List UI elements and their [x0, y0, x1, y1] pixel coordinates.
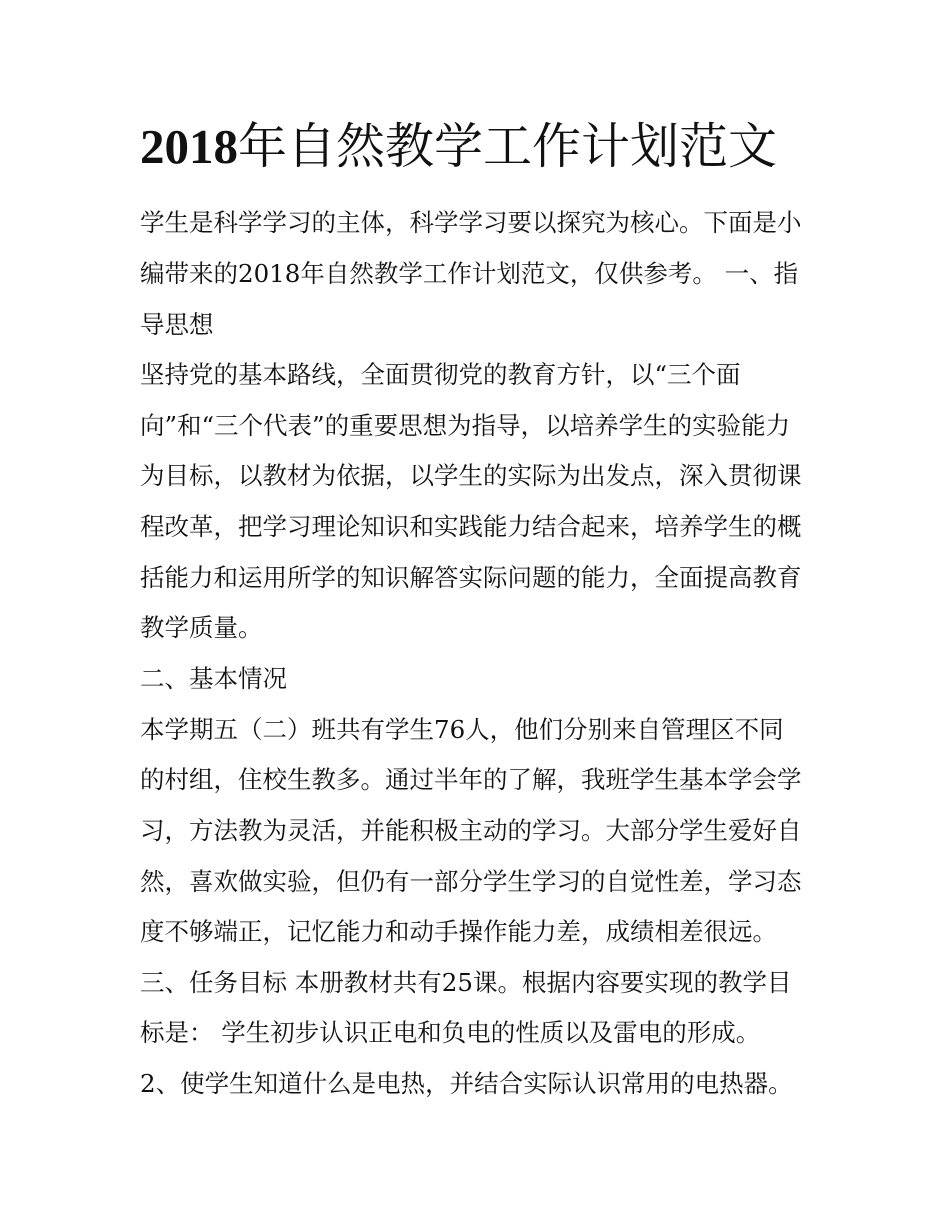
- body-line-12: 的村组，住校生教多。通过半年的了解，我班学生基本学会学: [140, 765, 802, 794]
- body-line-16: 三、任务目标 本册教材共有25课。根据内容要实现的教学目: [140, 968, 792, 997]
- body-line-8: 括能力和运用所学的知识解答实际问题的能力，全面提高教育: [140, 563, 802, 592]
- body-line-4: 坚持党的基本路线，全面贯彻党的教育方针，以“三个面: [140, 360, 741, 389]
- body-line-9: 教学质量。: [140, 613, 263, 642]
- body-line-14: 然，喜欢做实验，但仍有一部分学生学习的自觉性差，学习态: [140, 867, 802, 896]
- body-line-17: 标是： 学生初步认识正电和负电的性质以及雷电的形成。: [140, 1018, 761, 1047]
- title-text: 年自然教学工作计划范文: [238, 118, 778, 175]
- body-line-5: 向”和“三个代表”的重要思想为指导，以培养学生的实验能力: [140, 411, 791, 440]
- section-heading-2: 二、基本情况: [140, 664, 287, 693]
- body-line-6: 为目标，以教材为依据，以学生的实际为出发点，深入贯彻课: [140, 461, 802, 490]
- body-line-15: 度不够端正，记忆能力和动手操作能力差，成绩相差很远。: [140, 917, 777, 946]
- body-line-2: 编带来的2018年自然教学工作计划范文，仅供参考。 一、指: [140, 259, 799, 288]
- title-year: 2018: [140, 119, 238, 174]
- body-line-7: 程改革，把学习理论知识和实践能力结合起来，培养学生的概: [140, 512, 802, 541]
- body-line-1: 学生是科学学习的主体，科学学习要以探究为核心。下面是小: [140, 208, 802, 237]
- document-title: [140, 116, 840, 178]
- body-line-18: 2、使学生知道什么是电热，并结合实际认识常用的电热器。: [140, 1069, 793, 1098]
- body-line-11: 本学期五（二）班共有学生76人，他们分别来自管理区不同: [140, 715, 784, 744]
- body-line-3: 导思想: [140, 310, 214, 339]
- body-line-13: 习，方法教为灵活，并能积极主动的学习。大部分学生爱好自: [140, 816, 802, 845]
